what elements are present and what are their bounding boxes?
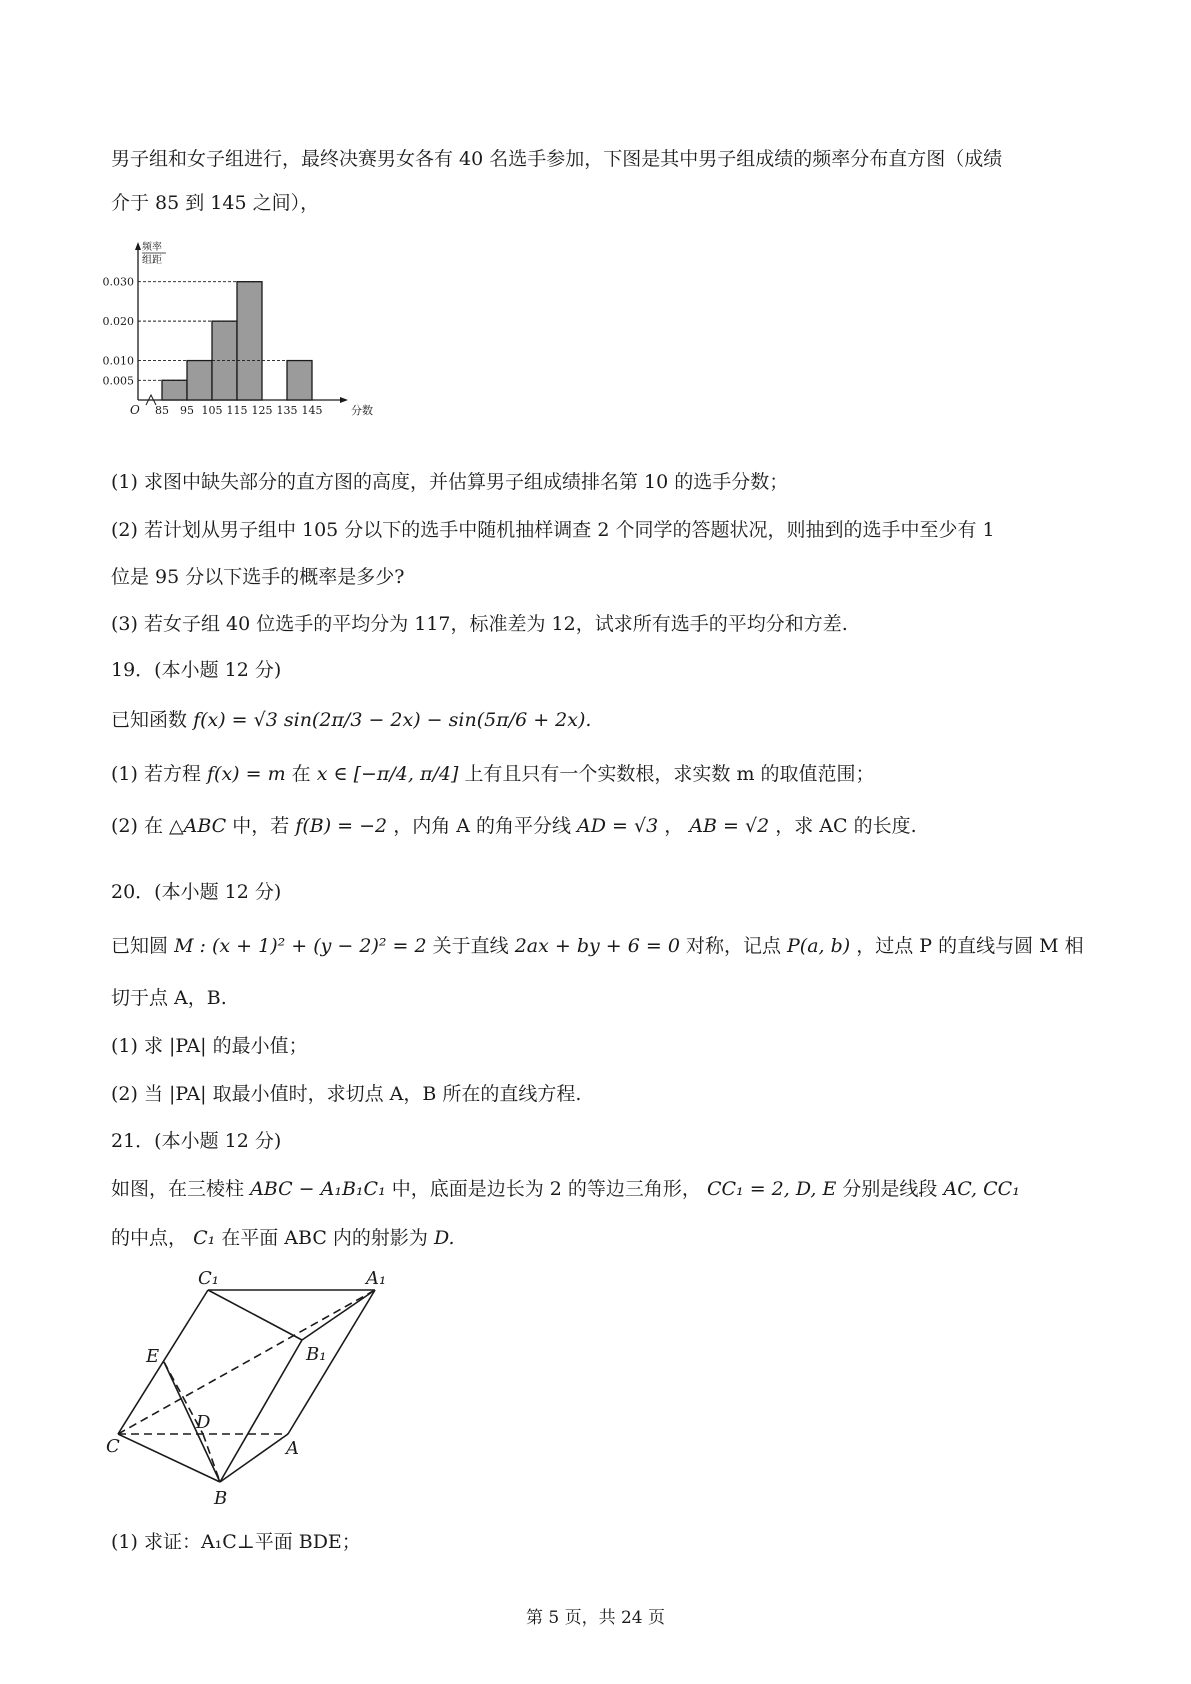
q21-a: 如图，在三棱柱: [111, 1178, 245, 1200]
q20-heading: 20．(本小题 12 分): [111, 881, 282, 903]
prism-figure: [100, 1258, 400, 1508]
q18-part3: (3) 若女子组 40 位选手的平均分为 117，标准差为 12，试求所有选手的平均分和方差.: [111, 613, 848, 635]
q19-AD: AD = √3: [577, 815, 659, 837]
q20-part2: (2) 当 |PA| 取最小值时，求切点 A，B 所在的直线方程.: [111, 1083, 582, 1105]
q19-interval: x ∈ [−π/4, π/4]: [316, 763, 459, 785]
q20-statement: [111, 934, 1084, 958]
q19-part1-mid: 在: [291, 763, 311, 785]
q20-pre: 已知圆: [111, 935, 169, 957]
label-B: B: [214, 1488, 228, 1508]
q21-c: 分别是线段: [842, 1178, 938, 1200]
q19-part2-d: ，: [664, 815, 684, 837]
x-tick-label: 105: [201, 404, 223, 417]
y-label-top: 频率: [142, 242, 162, 253]
histogram-bar: [287, 361, 312, 400]
q20-point: P(a, b): [787, 935, 851, 957]
q21-heading: 21．(本小题 12 分): [111, 1130, 282, 1152]
q19-part1-pre: (1) 若方程: [111, 763, 201, 785]
q19-part1-post: 上有且只有一个实数根，求实数 m 的取值范围；: [464, 763, 875, 785]
x-axis-label: 分数: [351, 404, 373, 417]
q21-prism: ABC − A₁B₁C₁: [250, 1178, 386, 1200]
page-footer: 第 5 页，共 24 页: [525, 1608, 666, 1628]
q19-function-def: f(x) = √3 sin(2π/3 − 2x) − sin(5π/6 + 2x).: [193, 709, 592, 731]
q19-part1: [111, 762, 875, 786]
q20-line: 2ax + by + 6 = 0: [514, 935, 680, 957]
q19-heading: 19．(本小题 12 分): [111, 659, 282, 681]
q19-pre: 已知函数: [111, 709, 188, 731]
q19-AB: AB = √2: [689, 815, 770, 837]
q20-part1: (1) 求 |PA| 的最小值；: [111, 1035, 308, 1057]
x-tick-label: 95: [180, 404, 194, 417]
q18-part2-line1: (2) 若计划从男子组中 105 分以下的选手中随机抽样调查 2 个同学的答题状况，则抽到的选手中至少有 1: [111, 519, 995, 541]
label-B1: B₁: [306, 1344, 327, 1365]
y-tick-label: 0.020: [102, 315, 134, 329]
label-D: D: [196, 1412, 211, 1433]
y-tick-label: 0.005: [102, 374, 134, 388]
q21-line2a: 的中点，: [111, 1227, 188, 1249]
q19-part2-a: (2) 在: [111, 815, 163, 837]
label-C: C: [106, 1436, 120, 1457]
x-axis-arrow: [340, 397, 348, 403]
histogram-bar: [162, 380, 187, 400]
q18-part1: (1) 求图中缺失部分的直方图的高度，并估算男子组成绩排名第 10 的选手分数；: [111, 471, 789, 493]
label-A: A: [286, 1438, 299, 1459]
q21-line2b: 在平面 ABC 内的射影为: [221, 1227, 428, 1249]
q19-eq-m: f(x) = m: [207, 763, 286, 785]
frequency-histogram: [100, 240, 380, 440]
x-tick-label: 135: [276, 404, 298, 417]
q19-part2-b: 中，若: [232, 815, 290, 837]
q19-triangle: △ABC: [169, 815, 227, 837]
histogram-bar: [187, 361, 212, 400]
q19-part2: [111, 814, 917, 838]
q21-statement: [111, 1177, 1020, 1201]
y-label-bottom: 组距: [142, 255, 162, 266]
y-tick-label: 0.010: [102, 354, 134, 368]
q18-part2-line2: 位是 95 分以下选手的概率是多少?: [111, 566, 405, 588]
q20-line2: 切于点 A，B.: [111, 987, 227, 1009]
y-tick-label: 0.030: [102, 275, 134, 289]
x-tick-label: 125: [251, 404, 273, 417]
y-axis-arrow: [135, 242, 141, 250]
q20-circle: M : (x + 1)² + (y − 2)² = 2: [174, 935, 427, 957]
x-tick-label: 115: [226, 404, 248, 417]
q21-line2: [111, 1226, 455, 1250]
q21-D: D.: [433, 1227, 455, 1249]
q20-mid2: 对称，记点: [685, 935, 781, 957]
x-tick-label: 145: [301, 404, 323, 417]
origin-label: O: [130, 403, 140, 417]
q20-post: ，过点 P 的直线与圆 M 相: [856, 935, 1084, 957]
histogram-bar: [237, 282, 262, 400]
x-tick-label: 85: [155, 404, 169, 417]
q19-part2-c: ，内角 A 的角平分线: [393, 815, 571, 837]
q20-mid: 关于直线: [432, 935, 509, 957]
q21-b: 中，底面是边长为 2 的等边三角形，: [391, 1178, 701, 1200]
q21-segments: AC, CC₁: [943, 1178, 1020, 1200]
label-C1: C₁: [198, 1268, 219, 1289]
q19-statement: [111, 708, 591, 732]
intro-line-1: 男子组和女子组进行，最终决赛男女各有 40 名选手参加，下图是其中男子组成绩的频率分布直方图（成绩: [111, 148, 1003, 170]
q21-part1: (1) 求证：A₁C⊥平面 BDE；: [111, 1531, 361, 1553]
q19-fB: f(B) = −2: [295, 815, 388, 837]
label-A1: A₁: [366, 1268, 387, 1289]
q19-part2-e: ，求 AC 的长度.: [775, 815, 917, 837]
q21-cc1: CC₁ = 2, D, E: [706, 1178, 837, 1200]
intro-line-2: 介于 85 到 145 之间），: [111, 192, 320, 214]
label-E: E: [146, 1346, 160, 1367]
q21-C1: C₁: [193, 1227, 216, 1249]
